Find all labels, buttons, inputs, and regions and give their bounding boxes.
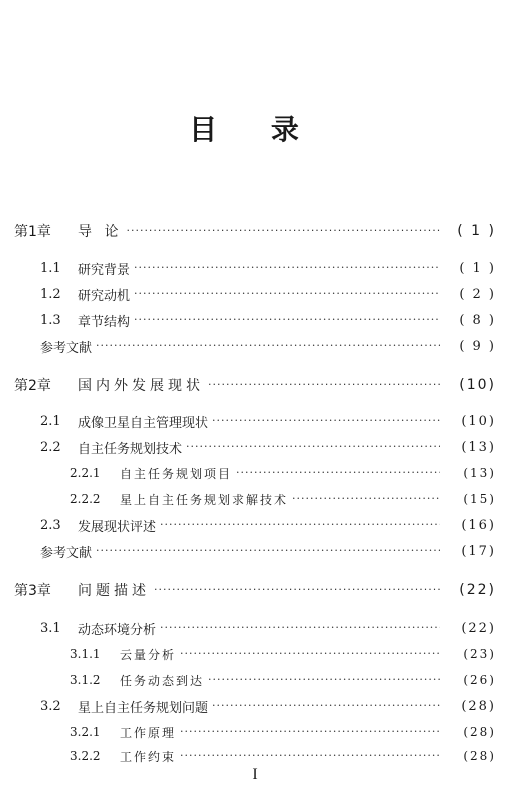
- entry-page: (13): [461, 439, 496, 455]
- entry-title: 星上自主任务规划问题: [78, 700, 209, 716]
- entry-page: ( 1 ): [459, 260, 496, 276]
- leader-dots: [292, 489, 440, 509]
- entry-number: 1.2: [40, 286, 61, 302]
- leader-dots: [96, 336, 440, 356]
- entry-number: 第1章: [14, 224, 51, 240]
- entry-number: 3.1: [40, 620, 61, 636]
- leader-dots: [212, 696, 440, 716]
- leader-dots: [180, 746, 440, 766]
- entry-title: 国内外发展现状: [78, 378, 204, 394]
- entry-title: 动态环境分析: [78, 622, 157, 638]
- page-title: 目 录: [189, 113, 321, 146]
- entry-number: 3.2: [40, 698, 61, 714]
- entry-page: ( 8 ): [459, 312, 496, 328]
- entry-number: 2.2.1: [70, 466, 101, 480]
- entry-number: 1.3: [40, 312, 61, 328]
- entry-page: (28): [463, 725, 496, 739]
- entry-number: 3.1.2: [70, 673, 101, 687]
- entry-title: 参考文献: [40, 545, 93, 561]
- entry-title: 研究背景: [78, 262, 131, 278]
- entry-page: (26): [463, 673, 496, 687]
- toc-entry-section: [40, 284, 496, 304]
- toc-entry-section: [40, 515, 496, 535]
- entry-page: (23): [463, 647, 496, 661]
- entry-page: (10): [459, 377, 496, 393]
- toc-entry-section: [40, 618, 496, 638]
- leader-dots: [180, 644, 440, 664]
- leader-dots: [154, 580, 440, 600]
- leader-dots: [134, 310, 440, 330]
- leader-dots: [134, 284, 440, 304]
- entry-page: (22): [461, 620, 496, 636]
- entry-title: 章节结构: [78, 314, 131, 330]
- entry-title: 工作原理: [120, 725, 177, 740]
- toc-entry-subsection: [70, 489, 496, 509]
- toc-entry-references: [40, 336, 496, 356]
- toc-entry-references: [40, 541, 496, 561]
- entry-page: (17): [461, 543, 496, 559]
- entry-page: (28): [461, 698, 496, 714]
- entry-page: (22): [459, 582, 496, 598]
- leader-dots: [212, 411, 440, 431]
- entry-number: 第2章: [14, 378, 51, 394]
- entry-page: (10): [461, 413, 496, 429]
- entry-page: (13): [463, 466, 496, 480]
- toc-entry-chapter: [14, 580, 496, 600]
- leader-dots: [180, 722, 440, 742]
- entry-page: (16): [461, 517, 496, 533]
- entry-title: 云量分析: [120, 647, 177, 662]
- entry-title: 自主任务规划项目: [120, 466, 233, 481]
- toc-entry-section: [40, 696, 496, 716]
- entry-page: ( 9 ): [459, 338, 496, 354]
- leader-dots: [236, 463, 440, 483]
- leader-dots: [126, 221, 440, 241]
- entry-number: 2.2.2: [70, 492, 101, 506]
- toc-entry-subsection: [70, 670, 496, 690]
- entry-title: 问题描述: [78, 583, 150, 599]
- entry-title: 工作约束: [120, 749, 177, 764]
- entry-title: 参考文献: [40, 340, 93, 356]
- entry-title: 自主任务规划技术: [78, 441, 183, 457]
- toc-entry-section: [40, 310, 496, 330]
- entry-number: 3.1.1: [70, 647, 101, 661]
- leader-dots: [208, 670, 440, 690]
- entry-number: 1.1: [40, 260, 61, 276]
- toc-entry-subsection: [70, 722, 496, 742]
- entry-number: 3.2.2: [70, 749, 101, 763]
- toc-entry-section: [40, 437, 496, 457]
- entry-page: ( 1 ): [457, 223, 496, 239]
- entry-title: 导 论: [78, 224, 123, 240]
- toc-entry-chapter: [14, 375, 496, 395]
- entry-title: 星上自主任务规划求解技术: [120, 492, 289, 507]
- entry-title: 成像卫星自主管理现状: [78, 415, 209, 431]
- entry-page: ( 2 ): [459, 286, 496, 302]
- entry-title: 发展现状评述: [78, 519, 157, 535]
- toc-entry-chapter: [14, 221, 496, 241]
- leader-dots: [160, 618, 440, 638]
- page-number-footer: I: [252, 766, 258, 783]
- leader-dots: [186, 437, 440, 457]
- toc-entry-section: [40, 411, 496, 431]
- toc-entry-subsection: [70, 746, 496, 766]
- toc-entry-subsection: [70, 644, 496, 664]
- toc-entry-subsection: [70, 463, 496, 483]
- entry-page: (15): [463, 492, 496, 506]
- leader-dots: [96, 541, 440, 561]
- entry-title: 研究动机: [78, 288, 131, 304]
- toc-entry-section: [40, 258, 496, 278]
- leader-dots: [134, 258, 440, 278]
- entry-page: (28): [463, 749, 496, 763]
- entry-number: 2.2: [40, 439, 61, 455]
- leader-dots: [160, 515, 440, 535]
- entry-number: 2.3: [40, 517, 61, 533]
- leader-dots: [208, 375, 440, 395]
- entry-number: 第3章: [14, 583, 51, 599]
- entry-number: 3.2.1: [70, 725, 101, 739]
- entry-title: 任务动态到达: [120, 673, 205, 688]
- entry-number: 2.1: [40, 413, 61, 429]
